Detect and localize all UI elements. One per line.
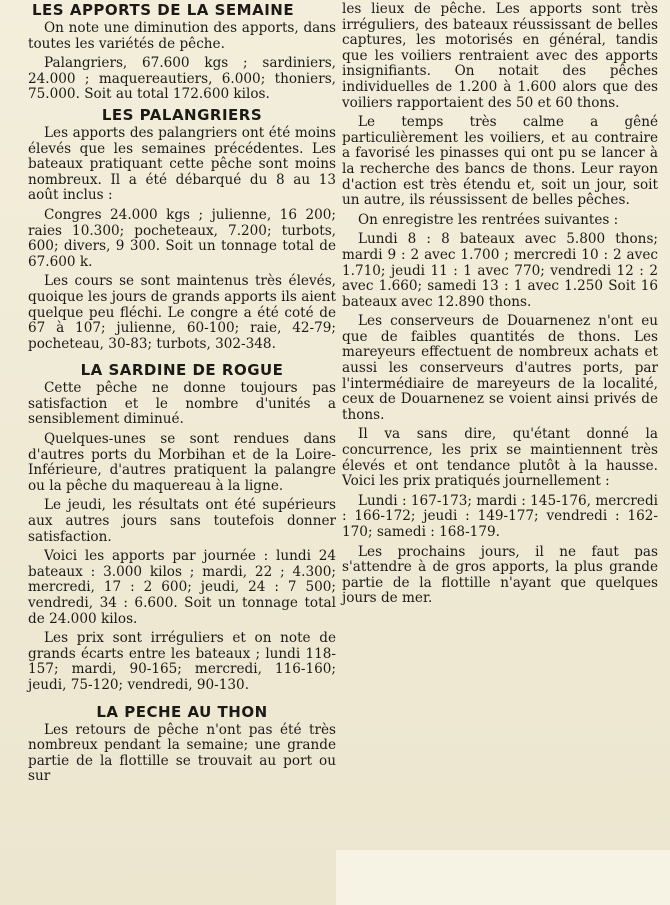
sardine-paragraph: Le jeudi, les résultats ont été supérieurs aux autres jours sans toutefois donner satisfaction.	[28, 497, 336, 545]
right-paragraph: On enregistre les rentrées suivantes :	[358, 211, 619, 228]
right-paragraph: Les conserveurs de Douarnenez n'ont eu que de faibles quantités de thons. Les mareyeurs effectuent de nombreux achats et aussi les conserveurs d'autres ports, par l'intermédiaire de mareyeurs de la localité, ceux de Douarnenez se voient ainsi privés de thons.	[342, 313, 658, 423]
right-paragraph: Lundi 8 : 8 bateaux avec 5.800 thons; mardi 9 : 2 avec 1.700 ; mercredi 10 : 2 avec 1.710; jeudi 11 : 1 avec 770; vendredi 12 : 2 avec 1.660; samedi 13 : 1 avec 1.250 Soit 16 bateaux avec 12.890 thons.	[342, 231, 658, 310]
right-paragraph: Le temps très calme a gêné particulièrement les voiliers, et au contraire a favorisé les pinasses qui ont pu se lancer à la recherche des bancs de thons. Leur rayon d'action est très étendu et, soit un jour, soit un autre, ils réussissent de belles pêches.	[342, 114, 658, 209]
right-paragraph: Les prochains jours, il ne faut pas s'attendre à de gros apports, la plus grande partie de la flottille n'ayant que quelques jours de mer.	[342, 543, 658, 607]
apports-paragraph: On note une diminution des apports, dans toutes les variétés de pêche.	[28, 20, 336, 52]
heading-palangriers: LES PALANGRIERS	[101, 105, 263, 124]
right-column	[342, 2, 658, 611]
left-column	[28, 2, 336, 789]
palangriers-paragraph: Les apports des palangriers ont été moins élevés que les semaines précédentes. Les bateaux pratiquant cette pêche sont moins nombreux. Il a été débarqué du 8 au 13 août inclus :	[28, 124, 336, 204]
right-paragraph: Lundi : 167-173; mardi : 145-176, mercredi : 166-172; jeudi : 149-177; vendredi : 162-170; samedi : 168-179.	[342, 492, 658, 540]
sardine-paragraph: Cette pêche ne donne toujours pas satisfaction et le nombre d'unités a sensiblement diminué.	[28, 380, 336, 428]
heading-apports: LES APPORTS DE LA SEMAINE	[32, 1, 295, 19]
thon-paragraph: Les retours de pêche n'ont pas été très nombreux pendant la semaine; une grande partie de la flottille se trouvait au port ou sur	[28, 721, 336, 785]
right-paragraph: Il va sans dire, qu'étant donné la concurrence, les prix se maintiennent très élevés et ont tendance plutôt à la hausse. Voici les prix pratiqués journellement :	[342, 426, 658, 490]
right-paragraph: les lieux de pêche. Les apports sont très irréguliers, des bateaux réussissant de belles captures, les motorisés en général, tandis que les voiliers rentraient avec des apports insignifiants. On notait des pêches individuelles de 1.200 à 1.600 alors que des voiliers rapportaient des 50 et 60 thons.	[342, 1, 658, 111]
sardine-paragraph: Les prix sont irréguliers et on note de grands écarts entre les bateaux ; lundi 118-157; mardi, 90-165; mercredi, 116-160; jeudi, 75-120; vendredi, 90-130.	[28, 630, 336, 693]
palangriers-paragraph: Les cours se sont maintenus très élevés, quoique les jours de grands apports ils aient quelque peu fléchi. Le congre a été coté de 67 à 107; julienne, 60-100; raie, 42-79; pocheteau, 30-83; turbots, 302-348.	[28, 273, 336, 352]
heading-thon: LA PECHE AU THON	[96, 702, 268, 721]
sardine-paragraph: Quelques-unes se sont rendues dans d'autres ports du Morbihan et de la Loire-Inférieure, d'autres pratiquent la palangre ou la pêche du maquereau à la ligne.	[28, 431, 336, 494]
apports-paragraph: Palangriers, 67.600 kgs ; sardiniers, 24.000 ; maquereautiers, 6.000; thoniers, 75.000. Soit au total 172.600 kilos.	[28, 55, 336, 103]
sardine-paragraph: Voici les apports par journée : lundi 24 bateaux : 3.000 kilos ; mardi, 22 ; 4.300; mercredi, 17 : 2 600; jeudi, 24 : 7 500; vendredi, 34 : 6.600. Soit un tonnage total de 24.000 kilos.	[28, 548, 336, 627]
heading-sardine: LA SARDINE DE ROGUE	[80, 361, 284, 380]
palangriers-paragraph: Congres 24.000 kgs ; julienne, 16 200; raies 10.300; pocheteaux, 7.200; turbots, 600; divers, 9 300. Soit un tonnage total de 67.600 k.	[28, 206, 336, 270]
blank-margin	[336, 850, 670, 905]
